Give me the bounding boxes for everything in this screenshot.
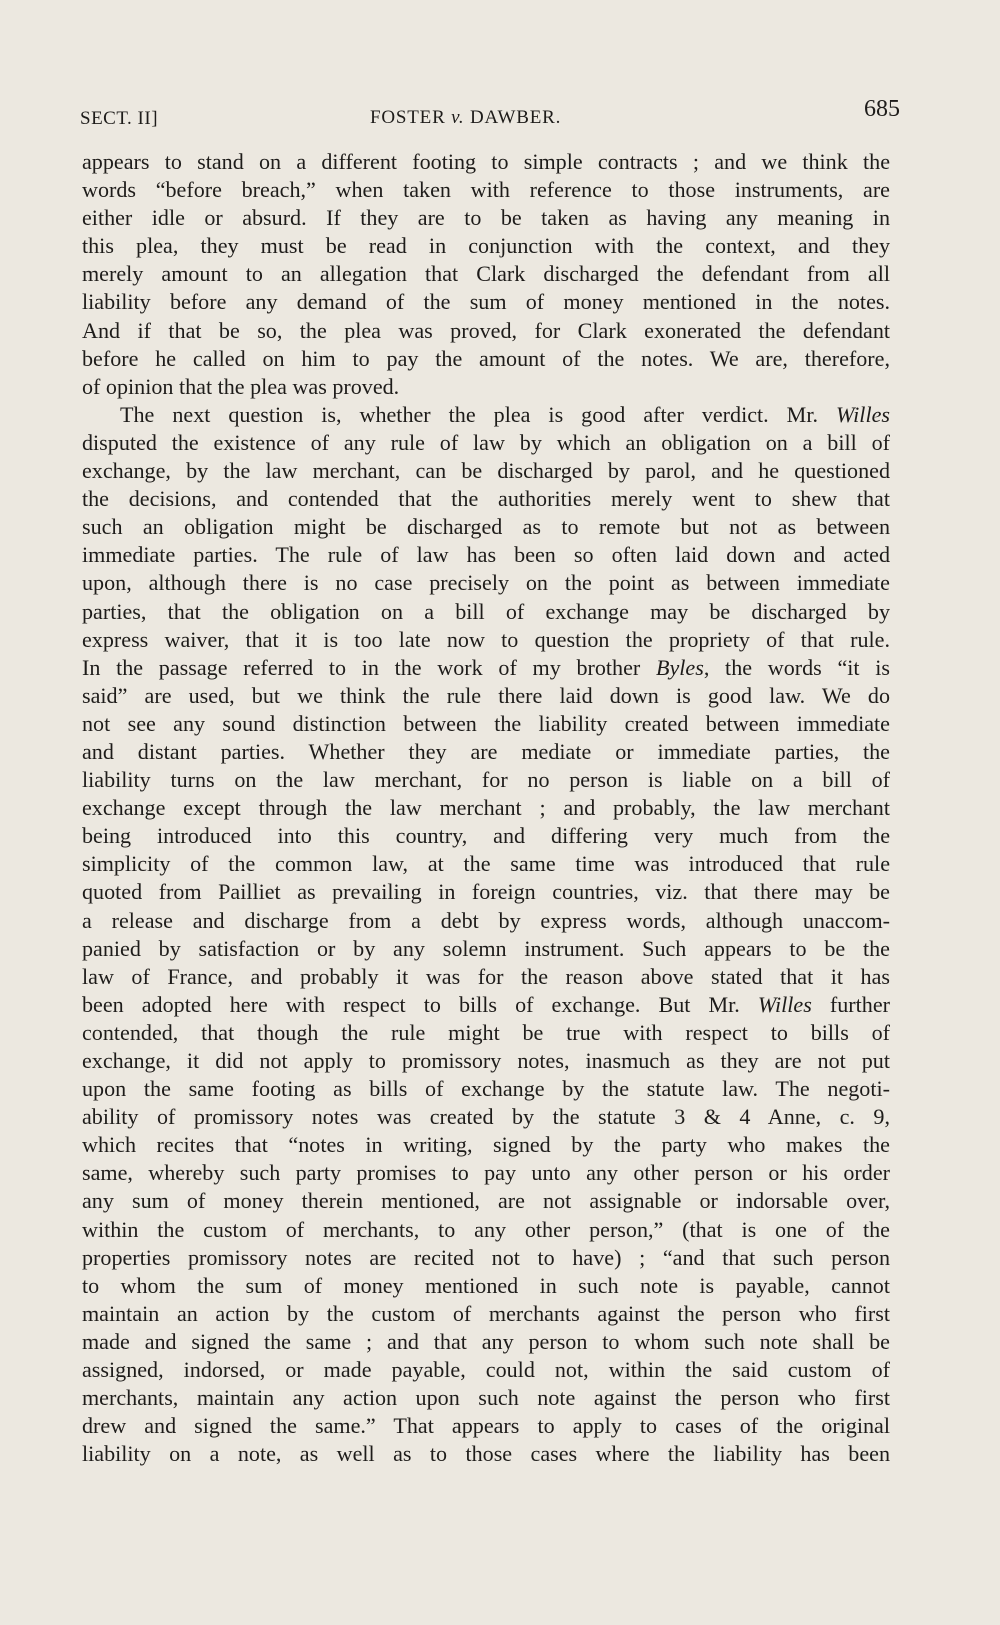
text-line: the decisions, and contended that the authorities merely went to shew that	[82, 486, 890, 512]
text-line: either idle or absurd. If they are to be taken as having any meaning in	[82, 205, 890, 231]
text-line: this plea, they must be read in conjunction with the context, and they	[82, 233, 890, 259]
text-line: merchants, maintain any action upon such note against the person who first	[82, 1385, 890, 1411]
text-line: drew and signed the same.” That appears to apply to cases of the original	[82, 1413, 890, 1439]
text-line: which recites that “notes in writing, signed by the party who makes the	[82, 1132, 890, 1158]
text-line: exchange except through the law merchant ; and probably, the law merchant	[82, 795, 890, 821]
text-line: The next question is, whether the plea is good after verdict. Mr. Willes	[120, 401, 890, 427]
text-line: merely amount to an allegation that Clark discharged the defendant from all	[82, 261, 890, 287]
text-line: assigned, indorsed, or made payable, could not, within the said custom of	[82, 1357, 890, 1383]
text-line: words “before breach,” when taken with reference to those instruments, are	[82, 177, 890, 203]
text-line: exchange, by the law merchant, can be discharged by parol, and he questioned	[82, 458, 890, 484]
body-text	[82, 148, 890, 1468]
text-line: express waiver, that it is too late now to question the propriety of that rule.	[82, 626, 890, 652]
case-title: FOSTER v. DAWBER.	[370, 107, 562, 128]
text-line: within the custom of merchants, to any other person,” (that is one of the	[82, 1216, 890, 1242]
text-line: any sum of money therein mentioned, are not assignable or indorsable over,	[82, 1188, 890, 1214]
text-line: before he called on him to pay the amount of the notes. We are, therefore,	[82, 345, 890, 371]
text-line: upon, although there is no case precisely on the point as between immediate	[82, 570, 890, 596]
text-line: And if that be so, the plea was proved, for Clark exonerated the defendant	[82, 317, 890, 343]
text-line: being introduced into this country, and differing very much from the	[82, 823, 890, 849]
text-line: immediate parties. The rule of law has been so often laid down and acted	[82, 542, 890, 568]
text-line: such an obligation might be discharged as to remote but not as between	[82, 514, 890, 540]
text-line: parties, that the obligation on a bill of exchange may be discharged by	[82, 598, 890, 624]
text-line: liability turns on the law merchant, for no person is liable on a bill of	[82, 767, 890, 793]
text-line: upon the same footing as bills of exchange by the statute law. The negoti-	[82, 1076, 890, 1102]
text-line: a release and discharge from a debt by express words, although unaccom-	[82, 907, 890, 933]
text-line: not see any sound distinction between the liability created between immediate	[82, 710, 890, 736]
text-line: law of France, and probably it was for the reason above stated that it has	[82, 963, 890, 989]
text-line: simplicity of the common law, at the same time was introduced that rule	[82, 851, 890, 877]
text-line: quoted from Pailliet as prevailing in foreign countries, viz. that there may be	[82, 879, 890, 905]
text-line: same, whereby such party promises to pay unto any other person or his order	[82, 1160, 890, 1186]
text-line: liability on a note, as well as to those cases where the liability has been	[82, 1441, 890, 1467]
running-header	[80, 92, 900, 132]
text-line: of opinion that the plea was proved.	[82, 373, 400, 399]
text-line: In the passage referred to in the work of my brother Byles, the words “it is	[82, 654, 890, 680]
text-line: to whom the sum of money mentioned in such note is payable, cannot	[82, 1272, 890, 1298]
page-number: 685	[864, 96, 900, 122]
text-line: liability before any demand of the sum of money mentioned in the notes.	[82, 289, 890, 315]
text-line: panied by satisfaction or by any solemn instrument. Such appears to be the	[82, 935, 890, 961]
text-line: properties promissory notes are recited not to have) ; “and that such person	[82, 1244, 890, 1270]
text-line: and distant parties. Whether they are mediate or immediate parties, the	[82, 738, 890, 764]
text-line: disputed the existence of any rule of law by which an obligation on a bill of	[82, 429, 890, 455]
text-line: said” are used, but we think the rule there laid down is good law. We do	[82, 682, 890, 708]
text-line: appears to stand on a different footing to simple contracts ; and we think the	[82, 149, 890, 174]
text-line: made and signed the same ; and that any person to whom such note shall be	[82, 1328, 890, 1354]
text-line: maintain an action by the custom of merchants against the person who first	[82, 1300, 890, 1326]
text-line: been adopted here with respect to bills of exchange. But Mr. Willes further	[82, 991, 890, 1017]
section-marker: SECT. II]	[80, 108, 159, 129]
text-line: exchange, it did not apply to promissory notes, inasmuch as they are not put	[82, 1048, 890, 1073]
text-line: ability of promissory notes was created by the statute 3 & 4 Anne, c. 9,	[82, 1104, 890, 1130]
text-line: contended, that though the rule might be true with respect to bills of	[82, 1019, 890, 1045]
